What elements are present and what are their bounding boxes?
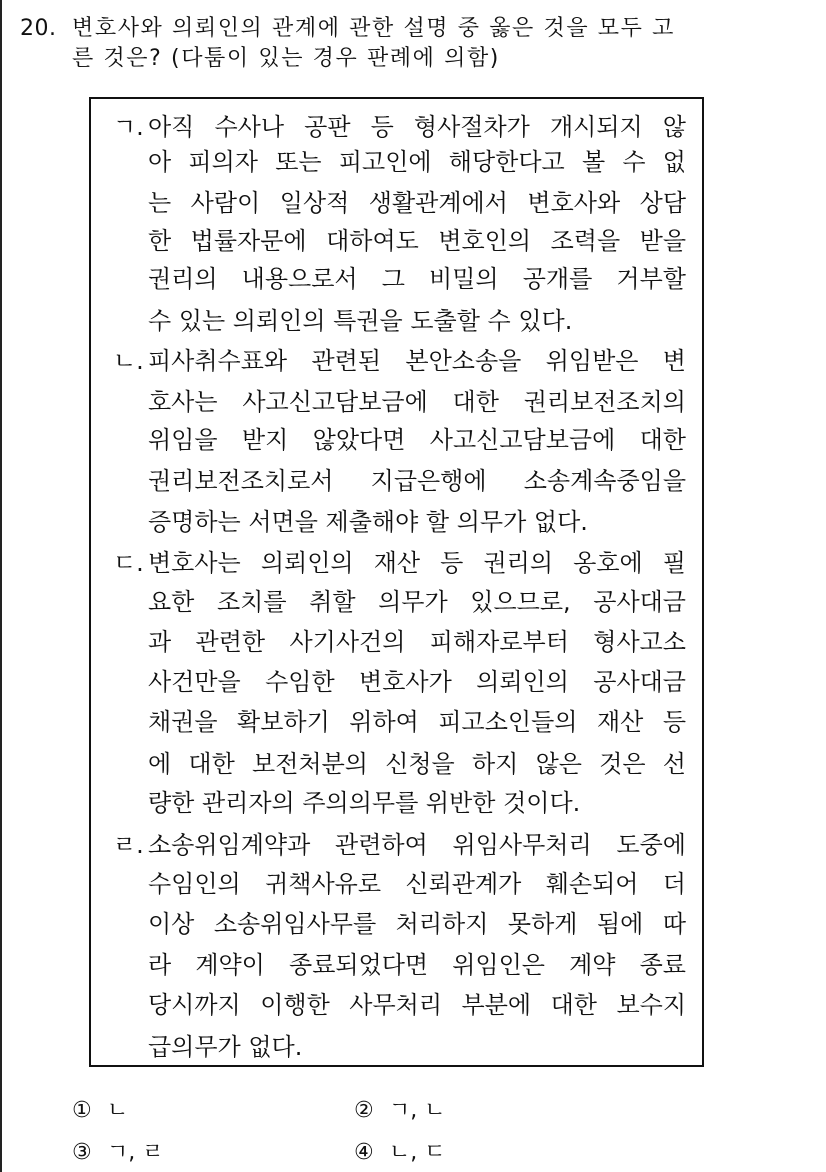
statement-nieun-line: 위임을 받지 않았다면 사고신고담보금에 대한 — [148, 426, 686, 454]
choice-number: ③ — [72, 1140, 92, 1165]
statement-marker-nieun: ㄴ. — [113, 347, 144, 375]
choice-number: ④ — [354, 1140, 374, 1165]
statement-digeut-line: 채권을 확보하기 위하여 피고소인들의 재산 등 — [148, 708, 686, 736]
choice-number: ② — [354, 1098, 374, 1123]
page-left-rule — [0, 0, 2, 1172]
statement-giyeok-line: 아직 수사나 공판 등 형사절차가 개시되지 않 — [148, 113, 686, 141]
statement-digeut-line: 요한 조치를 취할 의무가 있으므로, 공사대금 — [148, 588, 686, 616]
statement-rieul-line: 이상 소송위임사무를 처리하지 못하게 됨에 따 — [148, 910, 686, 938]
statement-digeut-line: 과 관련한 사기사건의 피해자로부터 형사고소 — [148, 628, 686, 656]
statement-nieun-line: 증명하는 서면을 제출해야 할 의무가 없다. — [148, 508, 588, 536]
statement-giyeok-line: 수 있는 의뢰인의 특권을 도출할 수 있다. — [148, 307, 573, 335]
statement-marker-giyeok: ㄱ. — [113, 113, 144, 141]
statement-digeut-line: 에 대한 보전처분의 신청을 하지 않은 것은 선 — [148, 750, 686, 778]
answer-choice-4[interactable] — [354, 1139, 446, 1167]
statement-giyeok-line: 는 사람이 일상적 생활관계에서 변호사와 상담 — [148, 189, 686, 217]
statement-digeut-line: 변호사는 의뢰인의 재산 등 권리의 옹호에 필 — [148, 549, 686, 577]
statement-giyeok-line: 아 피의자 또는 피고인에 해당한다고 볼 수 없 — [148, 148, 686, 176]
statement-rieul-line: 수임인의 귀책사유로 신뢰관계가 훼손되어 더 — [148, 870, 686, 898]
statement-rieul-line: 급의무가 없다. — [148, 1033, 303, 1061]
choice-text: ㄴ, ㄷ — [389, 1140, 446, 1165]
statement-digeut-line: 사건만을 수임한 변호사가 의뢰인의 공사대금 — [148, 668, 686, 696]
statement-rieul-line: 라 계약이 종료되었다면 위임인은 계약 종료 — [148, 951, 686, 979]
statement-giyeok-line: 한 법률자문에 대하여도 변호인의 조력을 받을 — [148, 227, 686, 255]
question-number: 20. — [20, 16, 57, 41]
choice-number: ① — [72, 1098, 92, 1123]
statement-rieul-line: 당시까지 이행한 사무처리 부분에 대한 보수지 — [148, 991, 686, 1019]
statement-rieul-line: 소송위임계약과 관련하여 위임사무처리 도중에 — [148, 831, 686, 859]
answer-choice-2[interactable] — [354, 1097, 446, 1125]
statement-nieun-line: 호사는 사고신고담보금에 대한 권리보전조치의 — [148, 388, 686, 416]
question-stem-line-1: 변호사와 의뢰인의 관계에 관한 설명 중 옳은 것을 모두 고 — [72, 16, 675, 41]
statement-marker-rieul: ㄹ. — [113, 831, 144, 859]
statement-giyeok-line: 권리의 내용으로서 그 비밀의 공개를 거부할 — [148, 265, 686, 293]
statement-digeut-line: 량한 관리자의 주의의무를 위반한 것이다. — [148, 789, 581, 817]
statement-nieun-line: 권리보전조치로서 지급은행에 소송계속중임을 — [148, 467, 686, 495]
question-stem-line-2: 른 것은? (다툼이 있는 경우 판례에 의함) — [72, 46, 500, 71]
answer-choice-3[interactable] — [72, 1139, 164, 1167]
choice-text: ㄱ, ㄹ — [107, 1140, 164, 1165]
statement-marker-digeut: ㄷ. — [113, 549, 144, 577]
statement-nieun-line: 피사취수표와 관련된 본안소송을 위임받은 변 — [148, 347, 686, 375]
choice-text: ㄱ, ㄴ — [389, 1098, 446, 1123]
answer-choice-1[interactable] — [72, 1097, 128, 1125]
choice-text: ㄴ — [107, 1098, 129, 1123]
